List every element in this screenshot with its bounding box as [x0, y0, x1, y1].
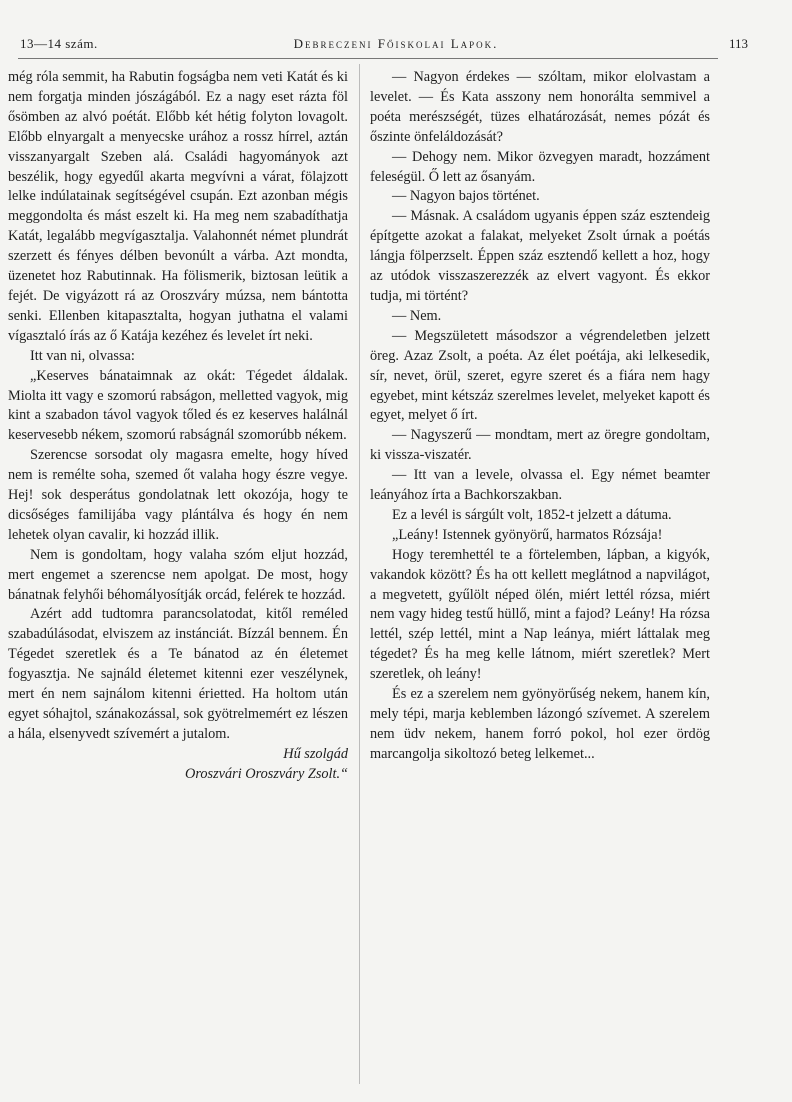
journal-title: Debreczeni Főiskolai Lapok. [293, 36, 499, 51]
issue-number: 13—14 szám. [20, 36, 98, 51]
right-column [370, 68, 710, 765]
paragraph: — Nem. [392, 307, 442, 324]
closing-salutation: Hű szolgád [283, 745, 348, 762]
paragraph: Ez a levél is sárgúlt volt, 1852-t jelzett a dátuma. [392, 506, 672, 523]
paragraph: — Másnak. A családom ugyanis éppen száz esztendeig építgette azokat a falakat, melyeket Zsolt úrnak a poétás lángja fölperzselt. Éppen száz esztendő kellett a hoz, hogy az utódok visszaszerezzék az elvert vagyont. És ekkor tudja, mi történt? [370, 208, 710, 304]
paragraph: És ez a szerelem nem gyönyörűség nekem, hanem kín, mely tépi, marja keblemben lázongó szívemet. A szerelem nem üdv nekem, hanem forró pokol, hol ezer ördög marcangolja sikoltozó beteg lelkemet... [370, 686, 710, 762]
paragraph: Itt van ni, olvassa: [30, 347, 135, 364]
paragraph: — Dehogy nem. Mikor özvegyen maradt, hozzáment feleségül. Ő lett az ősanyám. [370, 148, 710, 185]
paragraph: Szerencse sorsodat oly magasra emelte, hogy híved nem is remélte soha, szemed őt valaha hogy észre vegye. Hej! sok desperátus gondolatnak lett okozója, hogy te dicsőséges familijába vagy plántálva és hogy én nem lehetek olyan cavalir, ki hozzád illik. [8, 447, 348, 543]
paragraph: Azért add tudtomra parancsolatodat, kitől reméled szabadúlásodat, elviszem az instánciát. Bízzál bennem. Én Tégedet szeretlek és a Te bánatod az én életemet fogyasztja. Ne sajnáld életemet kitenni ezer veszélynek, mert én nem sajnálom kitenni érietted. Ha holtom után egyet sóhajtol, szánakozással, sok gyötrelmemért ez lészen a hála, elsenyvedt szívemért a jutalom. [8, 606, 348, 742]
running-header [0, 36, 792, 58]
paragraph: — Nagyon bajos történet. [392, 188, 540, 205]
paragraph: még róla semmit, ha Rabutin fogságba nem veti Katát és ki nem forgatja minden jószágából. Ez a nagy eset rázta föl ősömben az alvó poétát. Előbb két hétig folyton lovagolt. Előbb elnyargalt a menyecske urához a rossz hírrel, aztán visszanyargalt Szeben alá. Családi hagyományok azt beszélik, hogy egyedűl akarta megvívni a várat, fölajzott lelke indúlatainak segítségével csupán. Ezt azonban mégis meggondolta és mást eszelt ki. Ha meg nem szabadíthatja Katát, legalább megvígasztalja. Valahonnét német plundrát szerzett és fényes délben bevonúlt a várba. Azt mondta, üzenetet hoz Rabutinnak. Ha fölismerik, biztosan leütik a fejét. De vigyázott rá az Oroszváry múzsa, nem bántotta senki. Ellenben kitapasztalta, hogyan juthatna el valami vígasztaló írás az ő Katája kezéhez és levelet írt neki. [8, 69, 348, 344]
header-rule [18, 58, 718, 59]
paragraph: Nem is gondoltam, hogy valaha szóm eljut hozzád, mert engemet a szerencse nem apolgat. De most, hogy bánatnak felyhői béhomályosítják orcád, felérek te hozzád. [8, 546, 348, 603]
paragraph: „Keserves bánataimnak az okát: Tégedet áldalak. Miolta itt vagy e szomorú rabságon, melletted vagyok, mig kint a szabadon távol vagyok tőled és ez keserves halálnál keservesebb nékem, szomorú rabságnál szomorúbb nékem. [8, 367, 348, 444]
page-number: 113 [728, 36, 748, 51]
paragraph: — Itt van a levele, olvassa el. Egy német beamter leányához írta a Bachkorszakban. [370, 467, 710, 504]
paragraph: Hogy teremhettél te a förtelemben, lápban, a kigyók, vakandok között? És ha ott kellett meglátnod a napvilágot, a megvetett, gyűlölt néped ölén, miért lettél rózsa, miért nem vagy hideg testű hüllő, mint a fajod? Leány! Ha rózsa lettél, szép lettél, mint a Nap leánya, miért láttalak meg tégedet? És ha meg kelle látnom, miért szeretlek? Mert szeretlek, oh leány! [370, 546, 710, 683]
paragraph: — Nagyon érdekes — szóltam, mikor elolvastam a levelet. — És Kata asszony nem honorálta semmivel a poéta merészségét, tüzes elhatározását, nemes pózát és őszinte önfeláldozását? [370, 69, 710, 145]
column-divider [359, 64, 360, 1084]
left-column [8, 68, 348, 785]
paragraph: „Leány! Istennek gyönyörű, harmatos Rózsája! [392, 526, 663, 543]
paragraph: — Nagyszerű — mondtam, mert az öregre gondoltam, ki vissza-viszatér. [370, 427, 710, 464]
paragraph: — Megszületett másodszor a végrendeletben jelzett öreg. Azaz Zsolt, a poéta. Az élet poétája, aki lelkesedik, sír, nevet, örül, szeret, egyre szeret és a fiára nem hagy egyebet, mint kétszáz szerelmes levelet, melyeket kapott és egyet, melyet ő írt. [370, 327, 710, 424]
letter-signature: Oroszvári Oroszváry Zsolt.“ [185, 765, 348, 782]
